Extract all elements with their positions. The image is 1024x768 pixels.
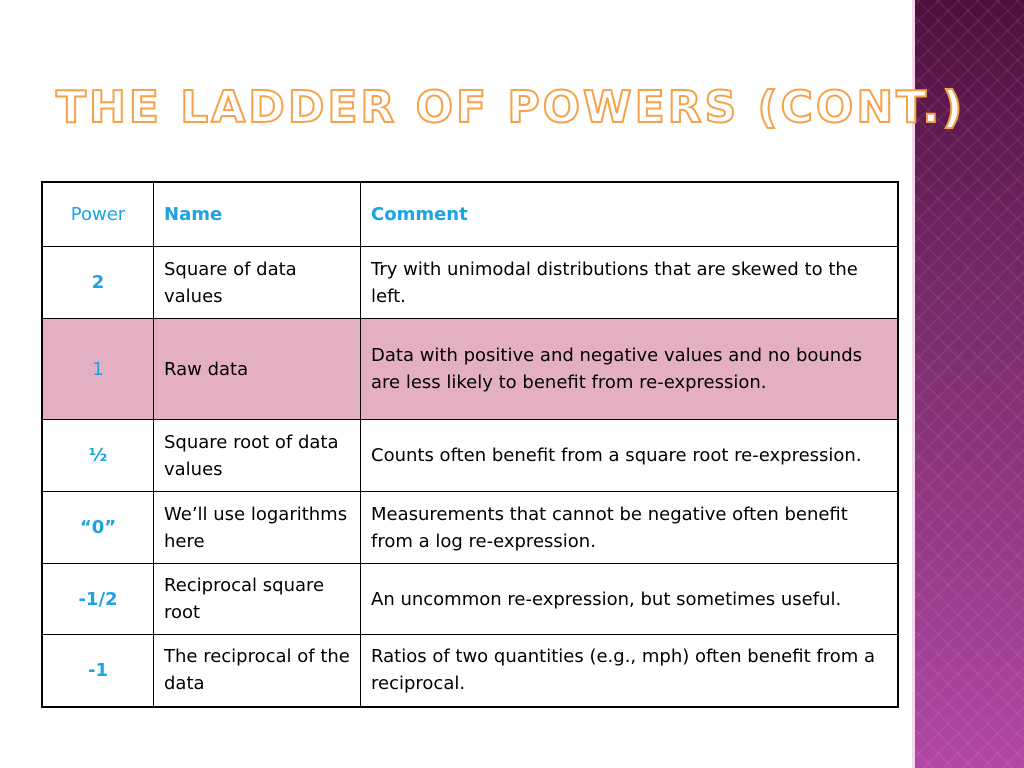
name-cell: Raw data: [154, 319, 361, 420]
power-cell: -1: [42, 635, 154, 707]
table-row: [42, 564, 898, 635]
table-row: [42, 635, 898, 707]
comment-cell: An uncommon re-expression, but sometimes useful.: [361, 564, 899, 635]
comment-cell: Counts often benefit from a square root re-expression.: [361, 420, 899, 492]
header-power: Power: [42, 182, 154, 247]
name-cell: The reciprocal of the data: [154, 635, 361, 707]
comment-cell: Try with unimodal distributions that are skewed to the left.: [361, 247, 899, 319]
slide-title: THE LADDER OF POWERS (CONT.): [56, 82, 966, 133]
table-row: [42, 420, 898, 492]
name-cell: Reciprocal square root: [154, 564, 361, 635]
ladder-of-powers-table: [41, 181, 899, 708]
power-cell: ½: [42, 420, 154, 492]
table-row-highlighted: [42, 319, 898, 420]
header-name: Name: [154, 182, 361, 247]
comment-cell: Ratios of two quantities (e.g., mph) often benefit from a reciprocal.: [361, 635, 899, 707]
table-row: [42, 247, 898, 319]
table-header-row: [42, 182, 898, 247]
power-cell: -1/2: [42, 564, 154, 635]
table-row: [42, 492, 898, 564]
power-cell: 2: [42, 247, 154, 319]
power-cell: “0”: [42, 492, 154, 564]
comment-cell: Measurements that cannot be negative often benefit from a log re-expression.: [361, 492, 899, 564]
comment-cell: Data with positive and negative values and no bounds are less likely to benefit from re-expression.: [361, 319, 899, 420]
name-cell: We’ll use logarithms here: [154, 492, 361, 564]
header-comment: Comment: [361, 182, 899, 247]
name-cell: Square root of data values: [154, 420, 361, 492]
power-cell: 1: [42, 319, 154, 420]
name-cell: Square of data values: [154, 247, 361, 319]
